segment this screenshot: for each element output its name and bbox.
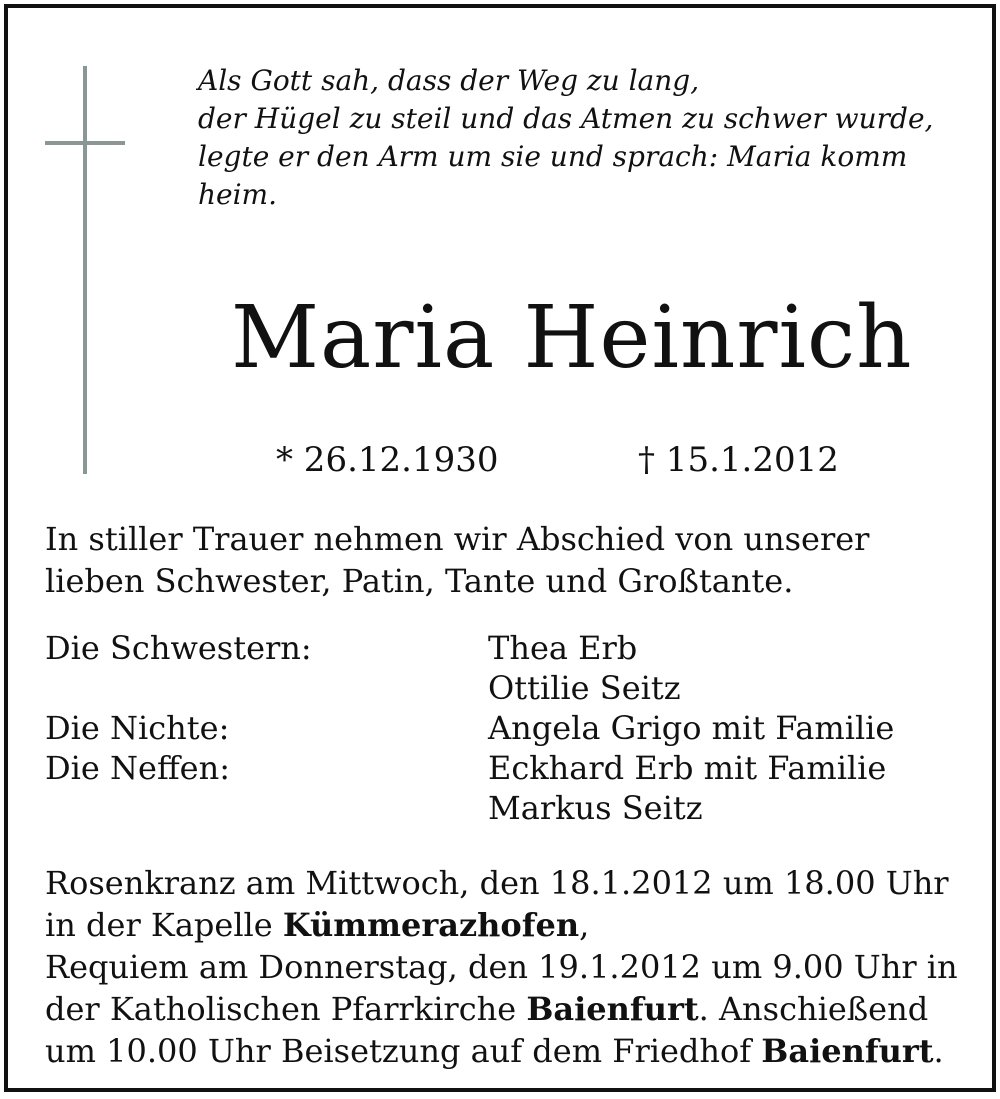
church-location: Baienfurt	[526, 990, 699, 1028]
deceased-name: Maria Heinrich	[231, 288, 913, 388]
statement-line: lieben Schwester, Patin, Tante und Großtante.	[45, 562, 794, 600]
relative-role: Die Neffen:	[45, 749, 230, 787]
chapel-location: Kümmerazhofen	[282, 906, 580, 944]
cross-vertical-bar	[83, 66, 87, 474]
rosary-line: Rosenkranz am Mittwoch, den 18.1.2012 um 18.00 Uhr	[45, 864, 949, 902]
funeral-details	[45, 862, 990, 1072]
memorial-quote	[198, 62, 988, 214]
mourning-statement	[45, 518, 985, 602]
relative-row	[45, 788, 985, 828]
quote-line: Als Gott sah, dass der Weg zu lang,	[198, 64, 700, 97]
burial-line	[45, 1030, 990, 1072]
cross-horizontal-bar	[45, 141, 125, 145]
requiem-line: Requiem am Donnerstag, den 19.1.2012 um 9.00 Uhr in	[45, 948, 958, 986]
relative-row	[45, 668, 985, 708]
relative-row	[45, 628, 985, 668]
burial-punct: .	[933, 1032, 944, 1070]
quote-line: heim.	[198, 178, 278, 211]
relative-name: Angela Grigo mit Familie	[488, 709, 895, 747]
statement-line: In stiller Trauer nehmen wir Abschied von unserer	[45, 520, 870, 558]
church-text: der Katholischen Pfarrkirche	[45, 990, 527, 1028]
relative-role: Die Nichte:	[45, 709, 230, 747]
burial-text: um 10.00 Uhr Beisetzung auf dem Friedhof	[45, 1032, 762, 1070]
relative-name: Thea Erb	[488, 629, 638, 667]
relative-role: Die Schwestern:	[45, 629, 312, 667]
relative-name: Markus Seitz	[488, 789, 703, 827]
relative-name: Ottilie Seitz	[488, 669, 681, 707]
quote-line: der Hügel zu steil und das Atmen zu schwer wurde,	[198, 102, 934, 135]
obituary-notice	[4, 4, 996, 1092]
cemetery-location: Baienfurt	[761, 1032, 934, 1070]
chapel-text: in der Kapelle	[45, 906, 283, 944]
church-line	[45, 988, 990, 1030]
chapel-punct: ,	[579, 906, 590, 944]
relative-name: Eckhard Erb mit Familie	[488, 749, 887, 787]
relative-row	[45, 748, 985, 788]
chapel-line	[45, 904, 990, 946]
birth-date: * 26.12.1930	[276, 440, 499, 480]
relatives-list	[45, 628, 985, 828]
relative-row	[45, 708, 985, 748]
quote-line: legte er den Arm um sie und sprach: Maria komm	[198, 140, 908, 173]
death-date: † 15.1.2012	[638, 440, 839, 480]
church-suffix: . Anschießend	[698, 990, 929, 1028]
